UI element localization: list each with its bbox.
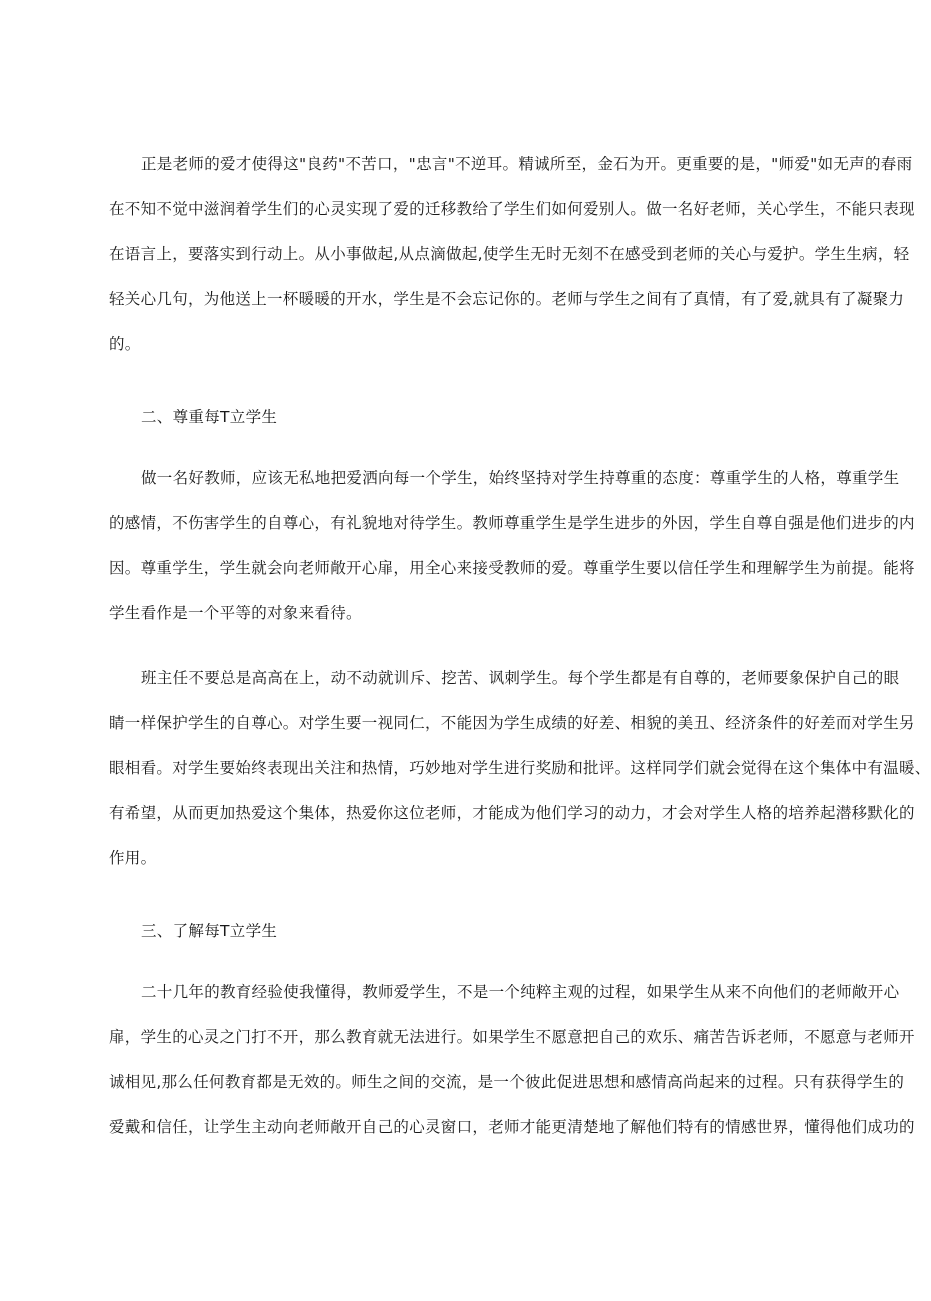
text-line: 作用。 [109,849,157,867]
text-line: 睛一样保护学生的自尊心。对学生要一视同仁，不能因为学生成绩的好差、相貌的美丑、经济条件的好差而对学生另 [109,714,915,732]
section-heading-respect: 二、尊重每T立学生 [141,408,278,426]
text-line: 的感情，不伤害学生的自尊心，有礼貌地对待学生。教师尊重学生是学生进步的外因，学生自尊自强是他们进步的内 [109,514,915,532]
text-line: 扉，学生的心灵之门打不开，那么教育就无法进行。如果学生不愿意把自己的欢乐、痛苦告诉老师，不愿意与老师开 [109,1028,915,1046]
text-line: 二十几年的教育经验使我懂得，教师爱学生，不是一个纯粹主观的过程，如果学生从来不向他们的老师敞开心 [141,983,900,1001]
text-line: 诚相见,那么任何教育都是无效的。师生之间的交流，是一个彼此促进思想和感情高尚起来的过程。只有获得学生的 [109,1073,905,1091]
text-line: 在不知不觉中滋润着学生们的心灵实现了爱的迁移教给了学生们如何爱别人。做一名好老师，关心学生，不能只表现 [109,200,915,218]
text-line: 正是老师的爱才使得这"良药"不苦口，"忠言"不逆耳。精诚所至，金石为开。更重要的是，"师爱"如无声的春雨 [141,155,913,173]
text-line: 轻关心几句，为他送上一杯暖暖的开水，学生是不会忘记你的。老师与学生之间有了真情，有了爱,就具有了凝聚力 [109,290,905,308]
text-line: 有希望，从而更加热爱这个集体，热爱你这位老师，才能成为他们学习的动力，才会对学生人格的培养起潜移默化的 [109,804,915,822]
text-line: 爱戴和信任，让学生主动向老师敞开自己的心灵窗口，老师才能更清楚地了解他们特有的情感世界，懂得他们成功的 [109,1118,915,1136]
section-heading-understand: 三、了解每T立学生 [141,922,278,940]
text-line: 班主任不要总是高高在上，动不动就训斥、挖苦、讽刺学生。每个学生都是有自尊的，老师要象保护自己的眼 [141,669,900,687]
text-line: 眼相看。对学生要始终表现出关注和热情，巧妙地对学生进行奖励和批评。这样同学们就会觉得在这个集体中有温暖、 [109,759,931,777]
text-line: 因。尊重学生，学生就会向老师敞开心扉，用全心来接受教师的爱。尊重学生要以信任学生和理解学生为前提。能将 [109,559,915,577]
text-line: 做一名好教师，应该无私地把爱洒向每一个学生，始终坚持对学生持尊重的态度：尊重学生的人格，尊重学生 [141,469,900,487]
text-line: 学生看作是一个平等的对象来看待。 [109,604,362,622]
text-line: 的。 [109,335,141,353]
text-line: 在语言上，要落实到行动上。从小事做起,从点滴做起,使学生无时无刻不在感受到老师的关心与爱护。学生生病，轻 [109,245,910,263]
